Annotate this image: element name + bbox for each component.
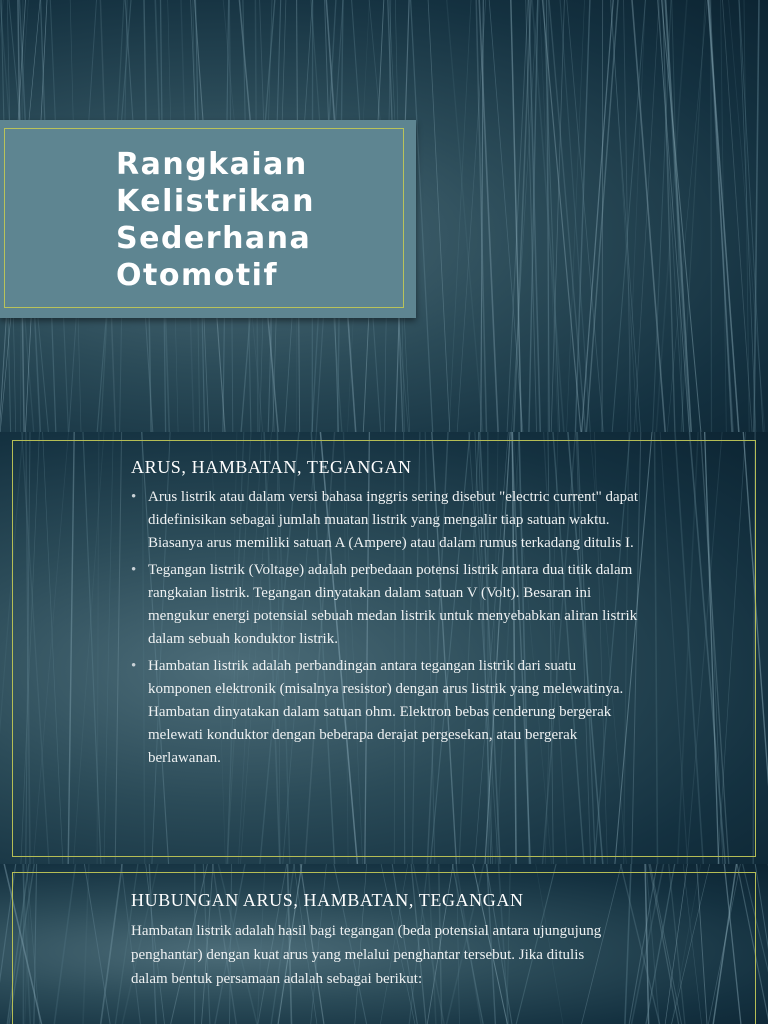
bullet-item [131, 655, 641, 770]
paragraph: Hambatan listrik adalah hasil bagi tegangan (beda potensial antara ujungujung penghantar) dengan kuat arus yang melalui penghantar tersebut. Jika ditulis dalam bentuk persamaan adalah sebagai berikut: [131, 923, 602, 987]
page-title: Rangkaian Kelistrikan Sederhana Otomotif [116, 147, 315, 293]
bullet-text: Hambatan listrik adalah perbandingan antara tegangan listrik dari suatu komponen elektronik (misalnya resistor) dengan arus listrik yang melewatinya. Hambatan dinyatakan dalam satuan ohm. Elektron bebas cenderung bergerak melewati konduktor dengan beberapa derajat pergesekan, atau bergerak berlawanan. [148, 658, 624, 766]
bullet-icon: • [131, 658, 137, 674]
bullet-icon: • [131, 489, 137, 505]
bullet-item [131, 559, 641, 651]
bullet-text: Tegangan listrik (Voltage) adalah perbedaan potensi listrik antara dua titik dalam rangkaian listrik. Tegangan dinyatakan dalam satuan V (Volt). Besaran ini mengukur energi potensial sebuah medan listrik untuk menyebabkan aliran listrik dalam sebuah konduktor listrik. [148, 562, 638, 647]
bullet-item [131, 486, 641, 555]
title-slide [0, 0, 768, 432]
content-slide-hubungan [0, 864, 768, 1024]
bullet-text: Arus listrik atau dalam versi bahasa inggris sering disebut "electric current" dapat didefinisikan sebagai jumlah muatan listrik yang mengalir tiap satuan waktu. Biasanya arus memiliki satuan A (Ampere) atau dalam rumus terkadang ditulis I. [148, 489, 639, 551]
section-heading: HUBUNGAN ARUS, HAMBATAN, TEGANGAN [131, 890, 524, 910]
bullet-icon: • [131, 562, 137, 578]
content-slide-arus [0, 432, 768, 864]
section-heading: ARUS, HAMBATAN, TEGANGAN [131, 457, 412, 477]
bullet-list [131, 486, 641, 774]
